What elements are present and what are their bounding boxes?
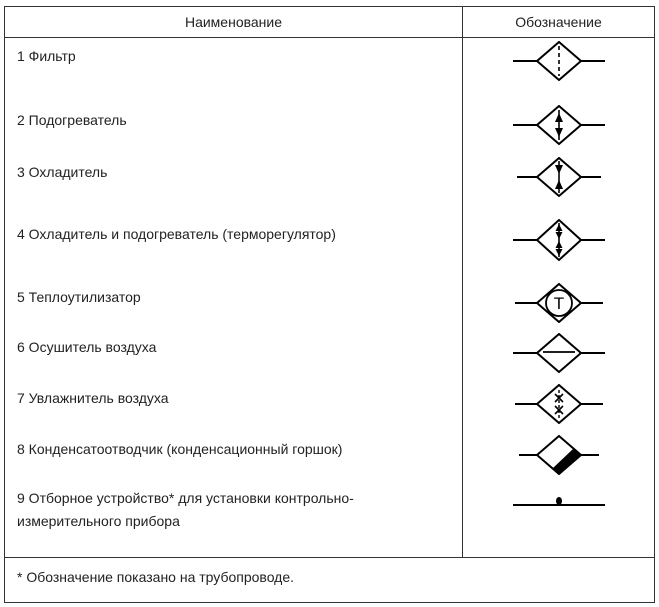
condensate-trap-icon: [463, 435, 654, 475]
thermoregulator-icon: [463, 219, 654, 259]
heat-recovery-letter: T: [553, 294, 564, 313]
footnote: * Обозначение показано на трубопроводе.: [17, 569, 295, 585]
air-dryer-icon: [463, 333, 654, 373]
header-divider: [5, 37, 654, 38]
header-symbol: Обозначение: [515, 14, 602, 30]
row-label-condensate-trap: 8 Конденсатоотводчик (конденсационный горшок): [17, 441, 343, 457]
cooler-icon: [463, 157, 654, 197]
humidifier-icon: [463, 384, 654, 424]
heat-recovery-icon: [463, 283, 654, 323]
row-label-humidifier: 7 Увлажнитель воздуха: [17, 390, 169, 406]
row-label-heat-recovery: 5 Теплоутилизатор: [17, 289, 141, 305]
header-name: Наименование: [184, 14, 283, 30]
row-label-air-dryer: 6 Осушитель воздуха: [17, 339, 157, 355]
sampling-device-icon: [463, 485, 654, 525]
row-label-filter: 1 Фильтр: [17, 48, 76, 64]
row-label-sampling-line1: 9 Отборное устройство* для установки контрольно-: [17, 490, 354, 506]
filter-icon: [463, 41, 654, 81]
row-label-sampling-line2: измерительного прибора: [17, 513, 180, 529]
row-label-thermoregulator: 4 Охладитель и подогреватель (терморегулятор): [17, 226, 336, 242]
row-label-heater: 2 Подогреватель: [17, 112, 127, 128]
heater-icon: [463, 105, 654, 145]
row-label-cooler: 3 Охладитель: [17, 164, 108, 180]
footnote-divider: [5, 557, 654, 558]
symbols-table: [4, 6, 655, 603]
